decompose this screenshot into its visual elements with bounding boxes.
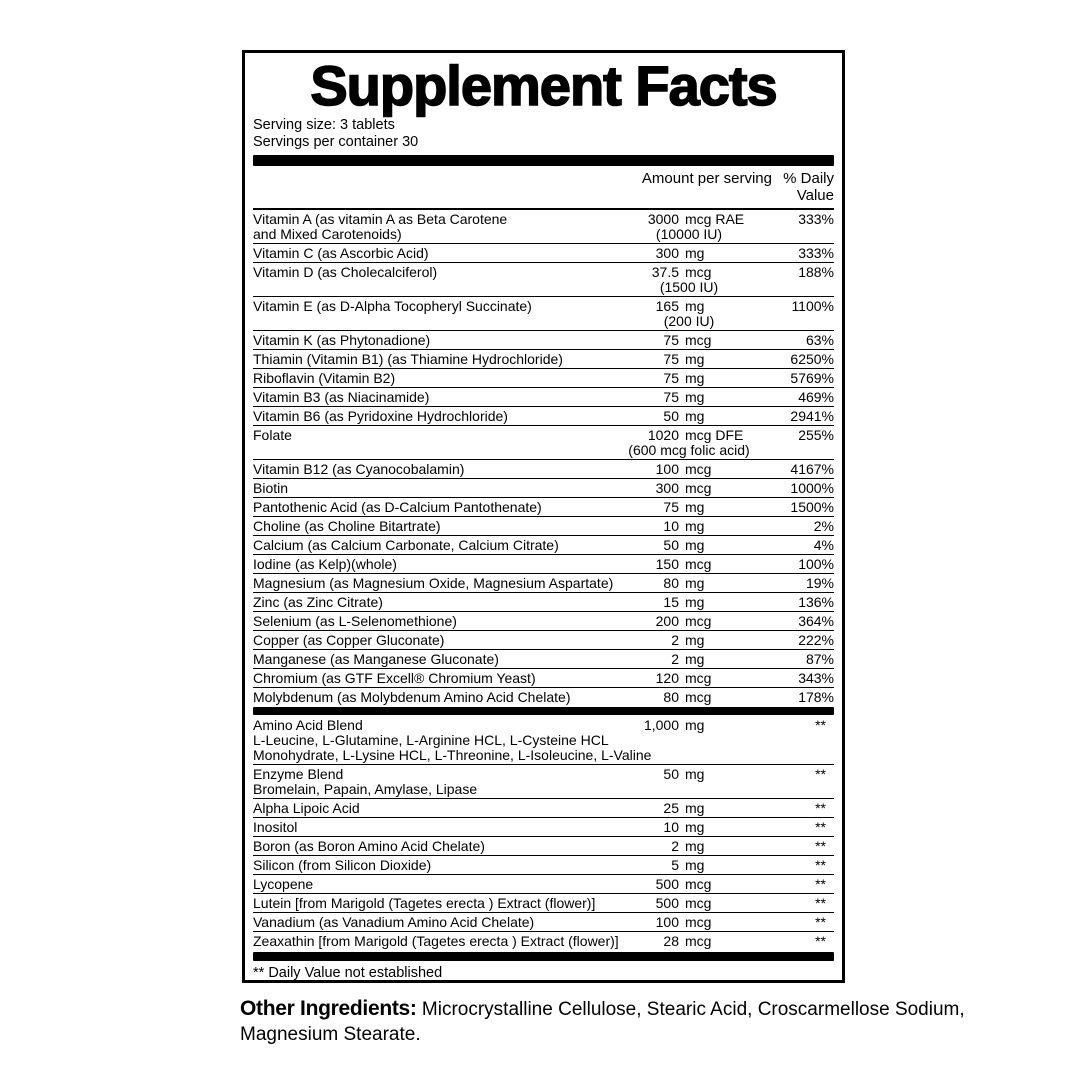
- daily-value: 4%: [813, 536, 834, 553]
- table-row: [253, 516, 834, 535]
- amount-unit: mcg DFE: [685, 426, 744, 443]
- nutrient-name-cell: [253, 801, 594, 816]
- nutrient-name: Lycopene: [253, 875, 314, 892]
- nutrient-name: Thiamin (Vitamin B1) (as Thiamine Hydrochloride): [253, 350, 563, 367]
- amount-cell: [594, 333, 756, 348]
- table-row: [253, 931, 834, 950]
- amount-value: 37.5: [651, 263, 679, 280]
- amount-cell: [594, 858, 756, 873]
- table-row: [253, 425, 834, 459]
- panel-title: Supplement Facts: [310, 54, 777, 117]
- amount-main: [594, 839, 756, 854]
- nutrient-name-cell: [253, 299, 594, 314]
- nutrient-name-cell: [253, 574, 614, 591]
- amount-unit: mg: [685, 517, 705, 534]
- amount-unit: mg: [685, 818, 705, 835]
- amount-cell: [594, 690, 756, 705]
- amount-cell: [594, 246, 756, 261]
- amount-cell: [594, 538, 756, 553]
- amount-cell: [594, 671, 756, 686]
- amount-unit: mg: [685, 799, 705, 816]
- nutrient-name-cell: [253, 333, 594, 348]
- table-row: [253, 497, 834, 516]
- daily-value: 100%: [798, 555, 834, 572]
- daily-value: 255%: [798, 426, 834, 443]
- nutrient-name-cell: [253, 839, 594, 854]
- nutrient-name-cell: [253, 352, 594, 367]
- nutrient-name-cell: [253, 500, 594, 515]
- amount-value: 1020: [647, 426, 679, 443]
- nutrient-name: Alpha Lipoic Acid: [253, 799, 360, 816]
- table-row: [253, 554, 834, 573]
- daily-value: 333%: [798, 244, 834, 261]
- amount-main: [594, 614, 756, 629]
- nutrient-name-cell: [253, 428, 594, 443]
- amount-unit: mg: [685, 650, 705, 667]
- nutrient-name: Pantothenic Acid (as D-Calcium Pantothenate): [253, 498, 542, 515]
- amount-unit: mcg RAE: [685, 210, 745, 227]
- amount-cell: [594, 877, 756, 892]
- daily-value: 4167%: [790, 460, 834, 477]
- amount-value: 2: [671, 650, 679, 667]
- table-row: [253, 716, 834, 764]
- amount-alt-measure: (1500 IU): [659, 278, 719, 295]
- nutrient-name-cell: [253, 915, 594, 930]
- amount-main: [594, 352, 756, 367]
- amount-cell: [594, 519, 756, 534]
- amount-unit: mg: [685, 765, 705, 782]
- amount-cell: [594, 915, 756, 930]
- footnote-bar: [253, 952, 834, 961]
- amount-main: [594, 718, 756, 733]
- amount-alt-measure: (200 IU): [663, 312, 715, 329]
- nutrient-name-cell: [253, 371, 594, 386]
- amount-value: 25: [663, 799, 679, 816]
- daily-value: 1100%: [791, 297, 834, 314]
- table-row: [253, 349, 834, 368]
- nutrient-name: Selenium (as L-Selenomethione): [253, 612, 457, 629]
- amount-main: [594, 481, 756, 496]
- amount-cell: [594, 801, 756, 816]
- amount-cell: [594, 576, 756, 591]
- nutrient-name: Vanadium (as Vanadium Amino Acid Chelate): [253, 913, 535, 930]
- nutrient-name: Zeaxathin [from Marigold (Tagetes erecta ) Extract (flower)]: [253, 932, 619, 949]
- nutrient-name-cell: [253, 519, 594, 534]
- amount-value: 80: [663, 574, 679, 591]
- daily-value: 19%: [805, 574, 834, 591]
- amount-cell: [594, 265, 756, 295]
- nutrient-name-cell: [253, 820, 594, 835]
- amount-unit: mcg: [685, 913, 712, 930]
- nutrient-subname: and Mixed Carotenoids): [253, 225, 402, 242]
- nutrient-rows: [253, 210, 834, 950]
- table-row: [253, 478, 834, 497]
- nutrient-name-cell: [253, 896, 594, 911]
- amount-unit: mg: [685, 536, 705, 553]
- nutrient-name-cell: [253, 462, 594, 477]
- amount-unit: mg: [685, 297, 705, 314]
- nutrient-subname: Monohydrate, L-Lysine HCL, L-Threonine, L-Isoleucine, L-Valine: [253, 746, 652, 763]
- table-row: [253, 296, 834, 330]
- table-row: [253, 611, 834, 630]
- daily-value: **: [815, 894, 826, 911]
- amount-main: [594, 595, 756, 610]
- daily-value: 222%: [798, 631, 834, 648]
- amount-cell: [594, 767, 756, 782]
- amount-value: 75: [663, 388, 679, 405]
- amount-value: 3000: [647, 210, 679, 227]
- amount-cell: [594, 896, 756, 911]
- amount-value: 15: [663, 593, 679, 610]
- nutrient-name-cell: [253, 633, 594, 648]
- table-row: [253, 243, 834, 262]
- daily-value: 1000%: [790, 479, 834, 496]
- amount-cell: [594, 212, 756, 242]
- amount-value: 2: [671, 837, 679, 854]
- amount-unit: mg: [685, 407, 705, 424]
- amount-unit: mcg: [685, 932, 712, 949]
- amount-unit: mg: [685, 388, 705, 405]
- amount-main: [594, 934, 756, 949]
- nutrient-name: Biotin: [253, 479, 289, 496]
- nutrient-name: Boron (as Boron Amino Acid Chelate): [253, 837, 485, 854]
- other-ingredients: [240, 997, 1060, 1047]
- amount-cell: [594, 557, 756, 572]
- serving-size: Serving size: 3 tablets: [253, 117, 395, 133]
- nutrient-name: Choline (as Choline Bitartrate): [253, 517, 441, 534]
- header-bar: [253, 155, 834, 166]
- amount-cell: [594, 595, 756, 610]
- amount-cell: [594, 409, 756, 424]
- amount-unit: mg: [685, 593, 705, 610]
- table-row: [253, 387, 834, 406]
- daily-value: **: [815, 932, 826, 949]
- amount-value: 500: [655, 875, 679, 892]
- daily-value: **: [815, 856, 826, 873]
- nutrient-name: Vitamin A (as vitamin A as Beta Carotene: [253, 210, 508, 227]
- amount-main: [594, 428, 756, 443]
- amount-value: 75: [663, 369, 679, 386]
- column-headers: [253, 166, 834, 210]
- amount-main: [594, 557, 756, 572]
- amount-cell: [594, 718, 756, 733]
- amount-main: [594, 265, 756, 280]
- amount-unit: mg: [685, 369, 705, 386]
- daily-value-header-line1: % Daily: [783, 170, 834, 187]
- daily-value: 178%: [798, 688, 834, 705]
- nutrient-name: Zinc (as Zinc Citrate): [253, 593, 383, 610]
- amount-main: [594, 371, 756, 386]
- amount-cell: [594, 934, 756, 949]
- table-row: [253, 855, 834, 874]
- amount-main: [594, 801, 756, 816]
- amount-value: 100: [655, 460, 679, 477]
- amount-alt-measure: (10000 IU): [655, 225, 723, 242]
- daily-value: 63%: [805, 331, 834, 348]
- amount-main: [594, 915, 756, 930]
- amount-unit: mcg: [685, 460, 712, 477]
- amount-value: 300: [655, 244, 679, 261]
- daily-value: 333%: [798, 210, 834, 227]
- other-ingredients-label: Other Ingredients:: [240, 997, 417, 1020]
- nutrient-name-cell: [253, 481, 594, 496]
- amount-unit: mcg: [685, 555, 712, 572]
- table-row: [253, 573, 834, 592]
- nutrient-name: Folate: [253, 426, 292, 443]
- table-row: [253, 893, 834, 912]
- nutrient-name-cell: [253, 538, 594, 553]
- daily-value-column-header: [772, 171, 834, 204]
- daily-value: **: [815, 765, 826, 782]
- daily-value: 136%: [798, 593, 834, 610]
- amount-unit: mg: [685, 856, 705, 873]
- amount-value: 50: [663, 407, 679, 424]
- nutrient-name-cell: [253, 652, 594, 667]
- amount-unit: mcg: [685, 479, 712, 496]
- amount-main: [594, 877, 756, 892]
- amount-main: [594, 299, 756, 314]
- nutrient-name: Lutein [from Marigold (Tagetes erecta ) Extract (flower)]: [253, 894, 596, 911]
- daily-value: 5769%: [790, 369, 834, 386]
- amount-value: 75: [663, 350, 679, 367]
- amount-unit: mcg: [685, 612, 712, 629]
- amount-cell: [594, 614, 756, 629]
- table-row: [253, 630, 834, 649]
- table-row: [253, 459, 834, 478]
- amount-value: 28: [663, 932, 679, 949]
- daily-value: 2%: [813, 517, 834, 534]
- daily-value: **: [815, 818, 826, 835]
- daily-value: **: [815, 875, 826, 892]
- amount-main: [594, 462, 756, 477]
- amount-value: 50: [663, 536, 679, 553]
- nutrient-name-cell: [253, 390, 594, 405]
- amount-value: 120: [655, 669, 679, 686]
- nutrient-name-cell: [253, 265, 594, 280]
- amount-value: 10: [663, 818, 679, 835]
- other-ingredients-text: Microcrystalline Cellulose, Stearic Acid, Croscarmellose Sodium, Magnesium Stearate.: [240, 999, 965, 1045]
- amount-unit: mg: [685, 498, 705, 515]
- nutrient-name-cell: [253, 932, 619, 949]
- nutrient-name-cell: [253, 557, 594, 572]
- amount-value: 80: [663, 688, 679, 705]
- nutrient-name: Vitamin D (as Cholecalciferol): [253, 263, 438, 280]
- nutrient-name: Enzyme Blend: [253, 765, 344, 782]
- amount-cell: [594, 390, 756, 405]
- table-row: [253, 592, 834, 611]
- table-row: [253, 368, 834, 387]
- table-row: [253, 649, 834, 668]
- daily-value: 188%: [798, 263, 834, 280]
- amount-unit: mg: [685, 631, 705, 648]
- amount-main: [594, 896, 756, 911]
- table-row: [253, 262, 834, 296]
- nutrient-name-cell: [253, 409, 594, 424]
- table-row: [253, 535, 834, 554]
- nutrient-name: Vitamin C (as Ascorbic Acid): [253, 244, 429, 261]
- daily-value: 1500%: [790, 498, 834, 515]
- nutrient-name: Calcium (as Calcium Carbonate, Calcium Citrate): [253, 536, 559, 553]
- amount-main: [594, 409, 756, 424]
- amount-cell: [594, 299, 756, 329]
- nutrient-name: Silicon (from Silicon Dioxide): [253, 856, 432, 873]
- nutrient-name-cell: [253, 614, 594, 629]
- table-row: [253, 668, 834, 687]
- table-row: [253, 687, 834, 706]
- nutrient-name: Magnesium (as Magnesium Oxide, Magnesium Aspartate): [253, 574, 614, 591]
- daily-value: 364%: [798, 612, 834, 629]
- table-row: [253, 406, 834, 425]
- amount-main: [594, 690, 756, 705]
- table-row: [253, 330, 834, 349]
- amount-main: [594, 820, 756, 835]
- amount-value: 50: [663, 765, 679, 782]
- amount-value: 10: [663, 517, 679, 534]
- nutrient-name: Inositol: [253, 818, 298, 835]
- amount-unit: mcg: [685, 331, 712, 348]
- daily-value: 2941%: [790, 407, 834, 424]
- servings-per-container: Servings per container 30: [253, 133, 419, 150]
- nutrient-name: Vitamin B3 (as Niacinamide): [253, 388, 430, 405]
- nutrient-name-cell: [253, 212, 594, 242]
- amount-cell: [594, 462, 756, 477]
- amount-value: 5: [671, 856, 679, 873]
- nutrient-name-cell: [253, 716, 652, 763]
- table-row: [253, 817, 834, 836]
- amount-main: [594, 333, 756, 348]
- amount-main: [594, 576, 756, 591]
- daily-value: **: [815, 913, 826, 930]
- nutrient-name: Amino Acid Blend: [253, 716, 363, 733]
- amount-unit: mg: [685, 837, 705, 854]
- daily-value: 87%: [805, 650, 834, 667]
- nutrient-subname: L-Leucine, L-Glutamine, L-Arginine HCL, L-Cysteine HCL: [253, 731, 609, 748]
- table-row: [253, 764, 834, 798]
- amount-value: 200: [655, 612, 679, 629]
- amount-cell: [594, 633, 756, 648]
- amount-unit: mcg: [685, 875, 712, 892]
- amount-cell: [594, 652, 756, 667]
- table-row: [253, 798, 834, 817]
- amount-value: 300: [655, 479, 679, 496]
- amount-main: [594, 633, 756, 648]
- amount-unit: mg: [685, 350, 705, 367]
- nutrient-name-cell: [253, 858, 594, 873]
- amount-value: 75: [663, 331, 679, 348]
- nutrient-name: Vitamin K (as Phytonadione): [253, 331, 431, 348]
- amount-unit: mg: [685, 716, 705, 733]
- amount-value: 100: [655, 913, 679, 930]
- nutrient-subnames: [253, 782, 594, 797]
- amount-main: [594, 390, 756, 405]
- daily-value: **: [815, 837, 826, 854]
- amount-value: 165: [655, 297, 679, 314]
- table-row: [253, 874, 834, 893]
- daily-value: **: [815, 716, 826, 733]
- amount-cell: [594, 481, 756, 496]
- daily-value: 6250%: [790, 350, 834, 367]
- amount-unit: mg: [685, 244, 705, 261]
- amount-cell: [594, 839, 756, 854]
- amount-unit: mcg: [685, 263, 712, 280]
- nutrient-name: Vitamin B6 (as Pyridoxine Hydrochloride): [253, 407, 508, 424]
- nutrient-name: Chromium (as GTF Excell® Chromium Yeast): [253, 669, 536, 686]
- amount-cell: [594, 500, 756, 515]
- nutrient-name: Molybdenum (as Molybdenum Amino Acid Chelate): [253, 688, 571, 705]
- nutrient-subnames: [253, 227, 594, 242]
- nutrient-name: Copper (as Copper Gluconate): [253, 631, 445, 648]
- amount-main: [594, 858, 756, 873]
- supplement-facts-panel: [242, 50, 845, 983]
- amount-value: 500: [655, 894, 679, 911]
- table-row: [253, 912, 834, 931]
- nutrient-name: Riboflavin (Vitamin B2): [253, 369, 396, 386]
- amount-main: [594, 671, 756, 686]
- nutrient-name-cell: [253, 767, 594, 797]
- amount-alt-measure: (600 mcg folic acid): [628, 441, 750, 458]
- amount-main: [594, 246, 756, 261]
- nutrient-name: Iodine (as Kelp)(whole): [253, 555, 397, 572]
- nutrient-name-cell: [253, 246, 594, 261]
- nutrient-name-cell: [253, 877, 594, 892]
- amount-main: [594, 767, 756, 782]
- amount-column-header: Amount per serving: [641, 170, 772, 187]
- amount-main: [594, 652, 756, 667]
- nutrient-name-cell: [253, 690, 594, 705]
- amount-main: [594, 538, 756, 553]
- nutrient-name-cell: [253, 595, 594, 610]
- nutrient-name: Manganese (as Manganese Gluconate): [253, 650, 499, 667]
- table-row: [253, 836, 834, 855]
- amount-unit: mg: [685, 574, 705, 591]
- nutrient-subname: Bromelain, Papain, Amylase, Lipase: [253, 780, 478, 797]
- daily-value-header-line2: Value: [796, 186, 834, 204]
- daily-value: **: [815, 799, 826, 816]
- amount-unit: mcg: [685, 669, 712, 686]
- amount-value: 150: [655, 555, 679, 572]
- amount-cell: [594, 371, 756, 386]
- amount-cell: [594, 820, 756, 835]
- nutrient-name-cell: [253, 671, 594, 686]
- amount-value: 75: [663, 498, 679, 515]
- serving-block: [253, 117, 834, 150]
- nutrient-name: Vitamin B12 (as Cyanocobalamin): [253, 460, 465, 477]
- nutrient-subnames: [253, 731, 652, 763]
- nutrient-name: Vitamin E (as D-Alpha Tocopheryl Succinate): [253, 297, 532, 314]
- daily-value-footnote: ** Daily Value not established: [253, 965, 443, 981]
- amount-value: 2: [671, 631, 679, 648]
- amount-main: [594, 500, 756, 515]
- daily-value: 343%: [798, 669, 834, 686]
- amount-cell: [594, 428, 756, 458]
- amount-main: [594, 519, 756, 534]
- table-row: [253, 210, 834, 243]
- amount-value: 1,000: [643, 716, 679, 733]
- amount-unit: mcg: [685, 894, 712, 911]
- amount-cell: [594, 352, 756, 367]
- amount-main: [594, 212, 756, 227]
- daily-value: 469%: [798, 388, 834, 405]
- amount-unit: mcg: [685, 688, 712, 705]
- section-divider-bar: [253, 707, 834, 715]
